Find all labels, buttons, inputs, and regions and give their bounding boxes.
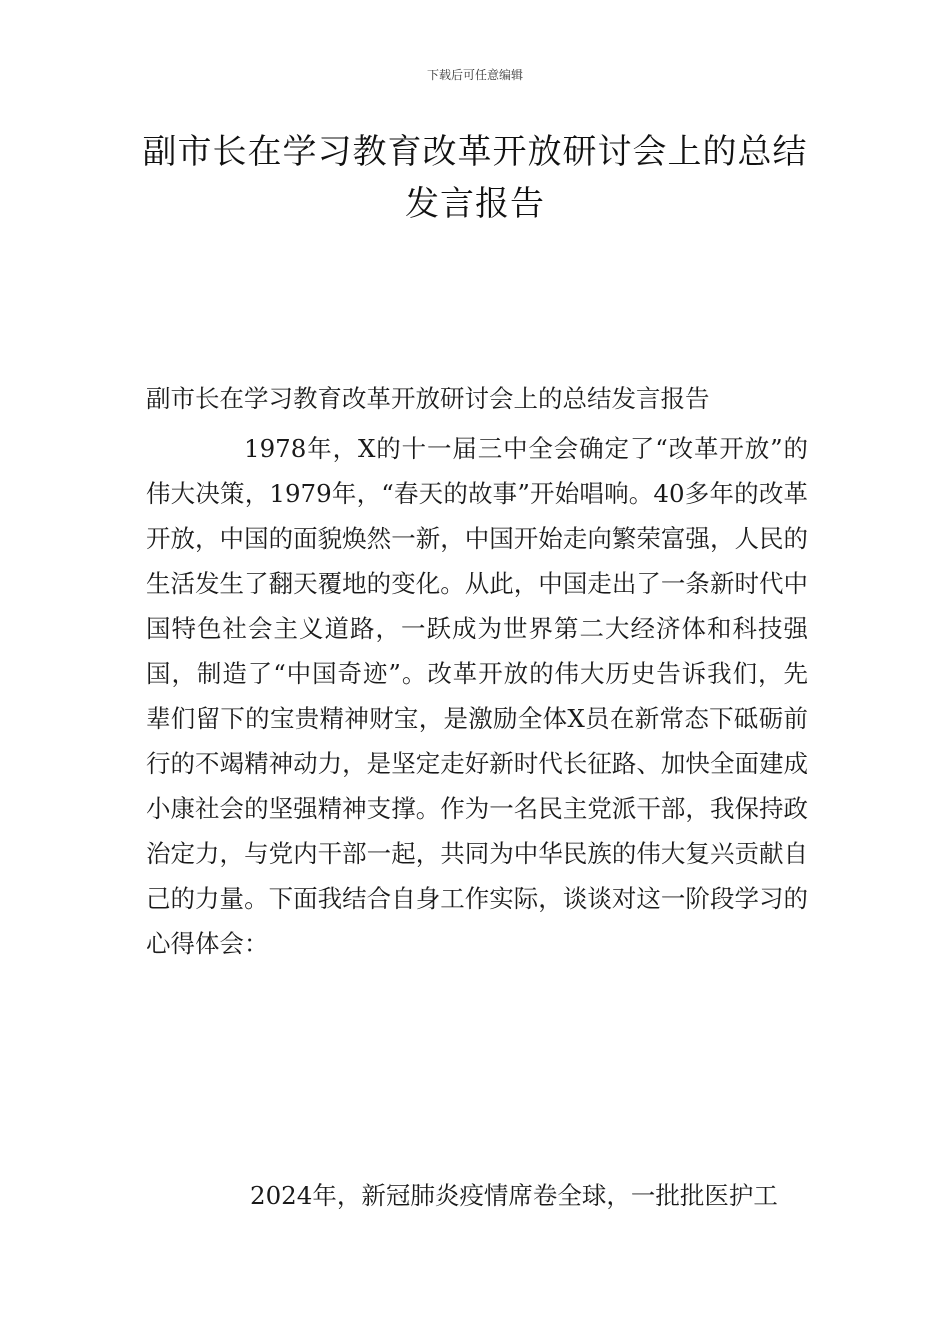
document-title: 副市长在学习教育改革开放研讨会上的总结发言报告	[142, 132, 808, 224]
paragraph-1: 1978年，X的十一届三中全会确定了“改革开放”的伟大决策，1979年，“春天的故事”开始唱响。40多年的改革开放，中国的面貌焕然一新，中国开始走向繁荣富强，人民的生活发生了翻天覆地的变化。从此，中国走出了一条新时代中国特色社会主义道路，一跃成为世界第二大经济体和科技强国，制造了“中国奇迹”。改革开放的伟大历史告诉我们，先辈们留下的宝贵精神财宝，是激励全体X员在新常态下砥砺前行的不竭精神动力，是坚定走好新时代长征路、加快全面建成小康社会的坚强精神支撑。作为一名民主党派干部，我保持政治定力，与党内干部一起，共同为中华民族的伟大复兴贡献自己的力量。下面我结合自身工作实际，谈谈对这一阶段学习的心得体会：	[146, 434, 808, 958]
paragraph-2: 2024年，新冠肺炎疫情席卷全球，一批批医护工	[250, 1181, 778, 1210]
document-subtitle: 副市长在学习教育改革开放研讨会上的总结发言报告	[146, 384, 710, 413]
download-note: 下载后可任意编辑	[426, 68, 523, 82]
